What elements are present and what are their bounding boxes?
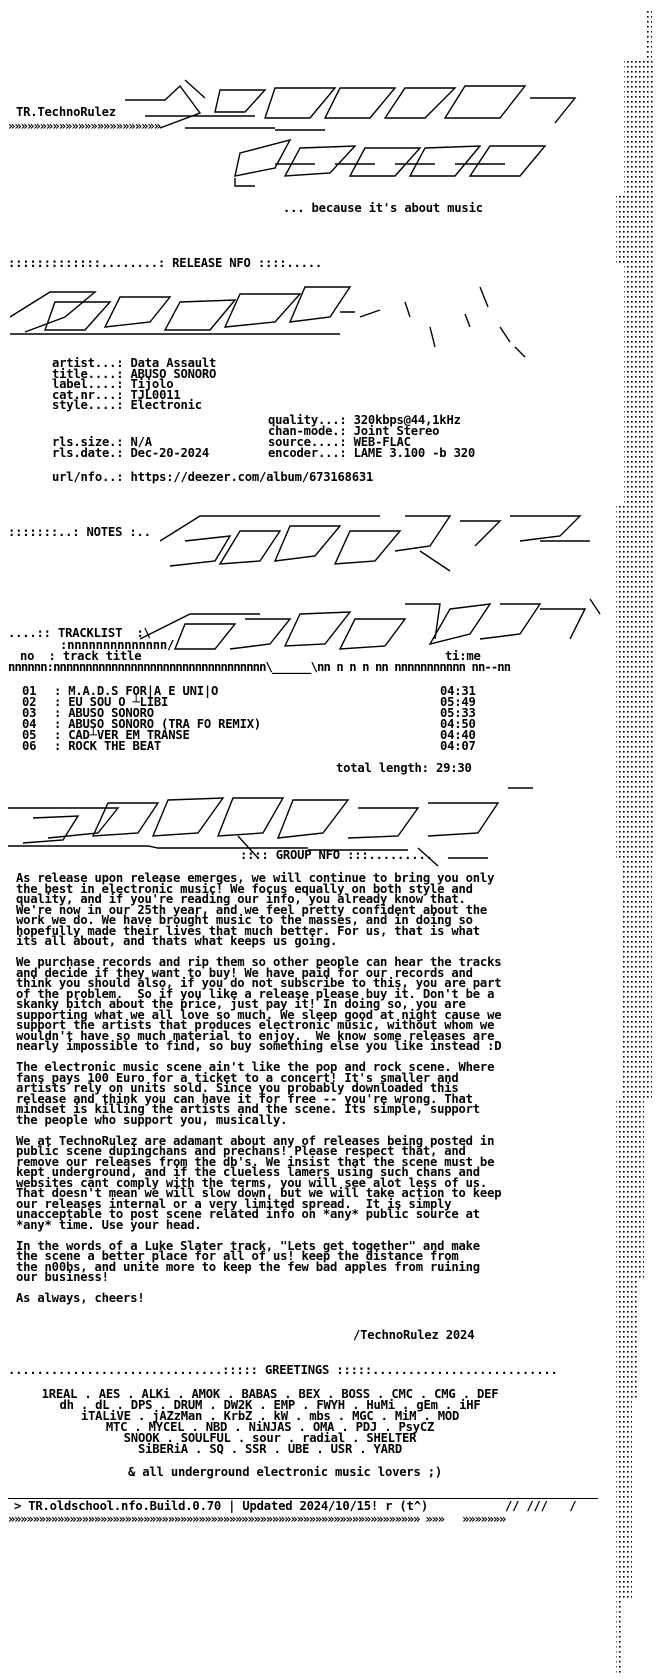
- url-line: url/nfo..: https://deezer.com/album/673168631: [52, 470, 374, 484]
- track-title: : CAD┴VER EM TRANSE: [54, 728, 190, 742]
- time-column-header: ti:me: [445, 649, 481, 663]
- track-time: 04:07: [440, 739, 476, 753]
- track-time: 04:40: [440, 728, 476, 742]
- tracklist-header-line: ....:: TRACKLIST :\: [8, 626, 151, 640]
- encoder-line: encoder...: LAME 3.100 -b 320: [268, 446, 475, 460]
- greetings-line: SNOOK . SOULFUL . sour . radial . SHELTER: [123, 1431, 417, 1445]
- track-title: : ROCK THE BEAT: [54, 739, 162, 753]
- group-nfo-text: As release upon release emerges, we will continue to bring you only the best in electronic music! We focus equally on both style and quality, and if you're reading our info, you already know that. We're now in our 25th year, and we feel pretty confident about the work we do. We have brought music to the masses, and in doing so hopefully made their lives that much better. For us, that is what its all about, and thats what keeps us going. We purchase records and rip them so other people can hear the tracks and decide if they want to buy! We have paid for our records and think you should also, if you do not subscribe to this, you are part of the problem. So if you like a release please buy it. Don't be a skanky bitch about the price, just pay it! In doing so, you are supporting what we all love so much. We sleep good at night cause we support the artists that produces electronic music, without whom we wouldn't have so much material to enjoy. We know some releases are nearly impossible to find, so buy something else you like instead :D The electronic music scene ain't like the pop and rock scene. Where fans pays 100 Euro for a ticket to a concert! It's smaller and artists rely on units sold. Since you probably downloaded this release and think you can have it for free -- you're wrong. That mindset is killing the artists and the scene. Its simple, support the people who support you, musically. We at TechnoRulez are adamant about any of releases being posted in public scene dupingchans and prechans! Please respect that, and remove our releases from the db's. We insist that the scene must be kept underground, and if the clueless lamers using such chans and websites cant comply with the terms, you will see alot less of us. That doesn't mean we will slow down, but we will take action to keep our releases internal or a very limited spread. It is simply unacceptable to post scene related info on *any* public source at *any* time. Use your head. In the words of a Luke Slater track, "Lets get together" and make the scene a better place for all of us! keep the distance from the n00bs, and unite more to keep the few bad apples from ruining our business! As always, cheers!: [16, 871, 502, 1305]
- track-row: [22, 741, 582, 752]
- quality-line: quality...: 320kbps@44,1kHz: [268, 413, 461, 427]
- release-fields: artist...: Data Assault title....: ABUSO SONORO label....: Tijolo cat.nr...: TJL0011 style....: Electronic: [52, 356, 217, 412]
- source-line: source....: WEB-FLAC: [268, 435, 411, 449]
- total-length: total length: 29:30: [336, 761, 472, 775]
- size-line: rls.size.: N/A: [52, 435, 152, 449]
- total-length-value: 29:30: [435, 761, 472, 775]
- greetings-line: SiBERiA . SQ . SSR . UBE . USR . YARD: [137, 1442, 403, 1456]
- track-number: 06: [22, 739, 37, 753]
- dotted-border-column: [594, 0, 654, 1680]
- signature: /TechnoRulez 2024: [353, 1328, 475, 1342]
- release-heading: RELEASE NFO: [172, 256, 251, 270]
- tracklist-heading: TRACKLIST: [57, 626, 123, 640]
- header-arrow-bar: »»»»»»»»»»»»»»»»»»»»»»»»: [8, 119, 161, 133]
- catalog-value: TJL0011: [130, 387, 181, 402]
- tracklist-ascii-art: [140, 594, 605, 664]
- date-line: rls.date.: Dec-20-2024: [52, 446, 210, 460]
- label-value: Tijolo: [130, 377, 174, 391]
- track-number: 04: [22, 717, 37, 731]
- track-time: 05:49: [440, 695, 476, 709]
- track-time: 04:50: [440, 717, 476, 731]
- greetings-line: MTC . MYCEL . NBD . NiNJAS . OMA . PDJ . PsyCZ: [105, 1420, 435, 1434]
- track-title: : EU SOU O ┴LIBI: [54, 695, 169, 709]
- tracklist-columns: no : track title: [20, 649, 142, 663]
- title-value: ABUSO SONORO: [130, 366, 217, 381]
- track-time: 05:33: [440, 706, 476, 720]
- tracklist-n-row: :nnnnnnnnnnnnnn/: [60, 638, 175, 652]
- greetings-heading: GREETINGS: [264, 1363, 330, 1377]
- tracklist-n-bar: nnnnnn:nnnnnnnnnnnnnnnnnnnnnnnnnnnnnnnnn\______\nn n n n nn nnnnnnnnnnn nn--nn: [8, 660, 511, 674]
- url-link[interactable]: https://deezer.com/album/673168631: [130, 470, 374, 484]
- notes-heading: NOTES: [86, 525, 123, 539]
- technorulez-logo: [125, 68, 585, 213]
- chan-mode-line: chan-mode.: Joint Stereo: [268, 424, 440, 438]
- greetings-closing: & all underground electronic music lovers ;): [128, 1465, 443, 1479]
- release-ascii-art: [10, 272, 530, 362]
- group-divider: :::: GROUP NFO :::.........: [240, 848, 433, 862]
- track-title: : M.A.D.S FOR|A E UNI|O: [54, 684, 219, 698]
- tagline: ... because it's about music: [283, 201, 483, 215]
- footer-slashes: // /// /: [505, 1499, 577, 1513]
- track-number: 03: [22, 706, 37, 720]
- footer-arrow-bar: »»»»»»»»»»»»»»»»»»»»»»»»»»»»»»»»»»»»»»»»»»»»»»»»»»»»»»»»»»»»»»»»»»» »»» »»»»»»»: [8, 1512, 506, 1526]
- greetings-line: iTALiVE . jAZzMan . KrbZ . kW . mbs . MGC . MiM . MOD: [80, 1409, 460, 1423]
- track-title: : ABUSO SONORO (TRA FO REMIX): [54, 717, 261, 731]
- release-divider: :::::::::::::........: RELEASE NFO ::::.....: [8, 256, 323, 270]
- track-number: 01: [22, 684, 37, 698]
- greetings-line: 1REAL . AES . ALKi . AMOK . BABAS . BEX . BOSS . CMC . CMG . DEF: [41, 1387, 499, 1401]
- track-number: 02: [22, 695, 37, 709]
- track-time: 04:31: [440, 684, 476, 698]
- group-tag: TR.TechnoRulez: [16, 105, 116, 119]
- greetings-line: dh . dL . DPS . DRUM . DW2K . EMP . FWYH . HuMi . gEm . iHF: [59, 1398, 481, 1412]
- build-info: > TR.oldschool.nfo.Build.0.70 | Updated 2024/10/15! r (t^): [14, 1499, 428, 1513]
- greetings-divider: ..............................::::: GREETINGS :::::..........................: [8, 1363, 558, 1377]
- group-heading: GROUP NFO: [275, 848, 340, 862]
- style-value: Electronic: [130, 398, 202, 412]
- track-title: : ABUSO SONORO: [54, 706, 154, 720]
- notes-ascii-art: [160, 506, 600, 581]
- artist-value: Data Assault: [130, 356, 217, 370]
- track-number: 05: [22, 728, 37, 742]
- notes-divider: :::::::..: NOTES :..: [8, 525, 151, 539]
